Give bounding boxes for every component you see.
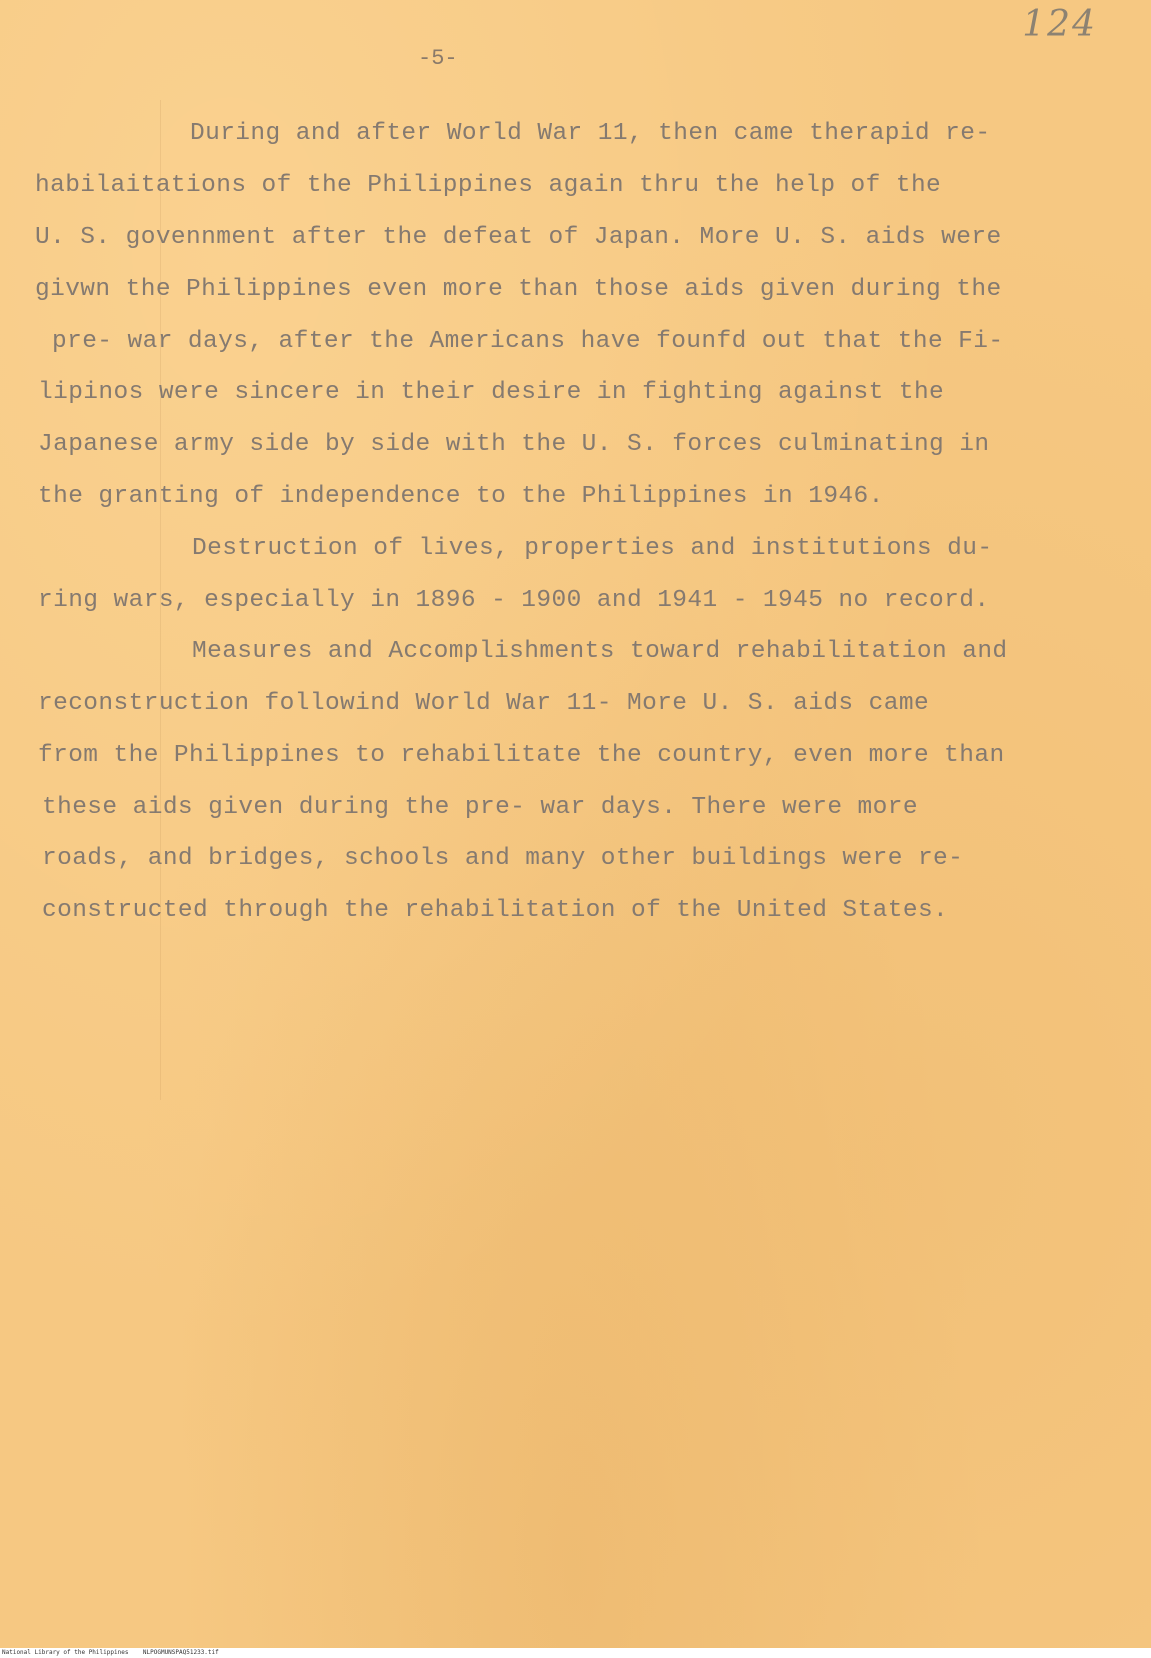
text-line: givwn the Philippines even more than those aids given during the <box>35 276 1002 303</box>
typed-page-number: -5- <box>418 46 458 71</box>
text-line: pre- war days, after the Americans have founfd out that the Fi- <box>52 328 1004 355</box>
text-line: constructed through the rehabilitation of the United States. <box>42 897 949 924</box>
text-line: Destruction of lives, properties and institutions du- <box>192 535 993 562</box>
text-line: Measures and Accomplishments toward rehabilitation and <box>192 638 1008 665</box>
scan-footer <box>0 1648 1151 1658</box>
text-line: these aids given during the pre- war days. There were more <box>42 794 918 821</box>
text-line: roads, and bridges, schools and many other buildings were re- <box>42 845 964 872</box>
footer-file-id: NLPOGMUNSPAQ51233.tif <box>142 1649 219 1656</box>
footer-library: National Library of the Philippines <box>2 1649 129 1656</box>
text-line: Japanese army side by side with the U. S. forces culminating in <box>38 431 990 458</box>
text-line: During and after World War 11, then came therapid re- <box>190 120 991 147</box>
text-line: lipinos were sincere in their desire in fighting against the <box>38 379 945 406</box>
text-line: the granting of independence to the Philippines in 1946. <box>38 483 884 510</box>
text-line: U. S. govennment after the defeat of Japan. More U. S. aids were <box>35 224 1002 251</box>
text-line: habilaitations of the Philippines again thru the help of the <box>35 172 942 199</box>
text-line: reconstruction followind World War 11- More U. S. aids came <box>38 690 930 717</box>
handwritten-page-number: 124 <box>1022 4 1097 45</box>
text-line: ring wars, especially in 1896 - 1900 and 1941 - 1945 no record. <box>38 587 990 614</box>
text-line: from the Philippines to rehabilitate the country, even more than <box>38 742 1005 769</box>
